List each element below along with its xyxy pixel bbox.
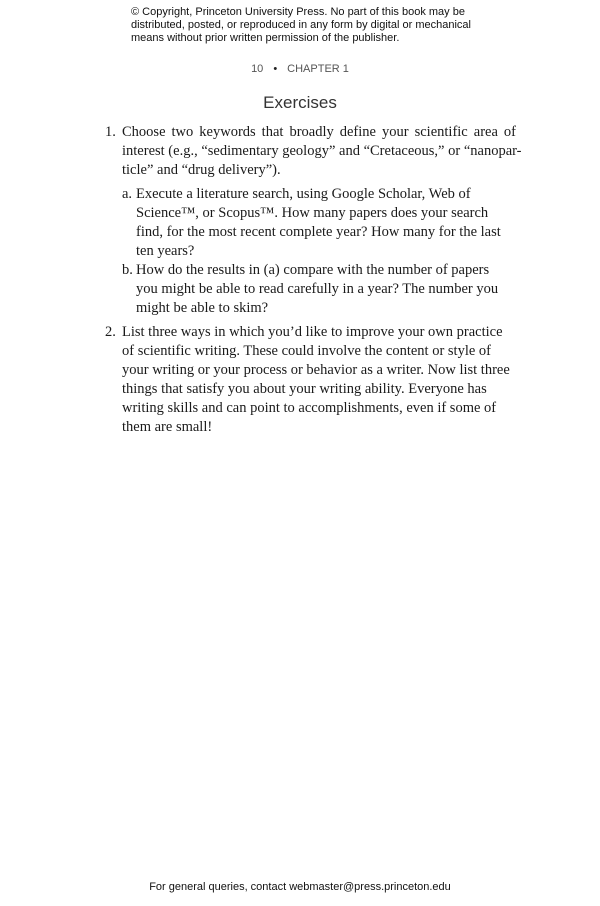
- copyright-line: © Copyright, Princeton University Press. No part of this book may be: [131, 6, 465, 18]
- exercise-number: 2.: [105, 324, 116, 340]
- exercise-number: 1.: [105, 124, 116, 140]
- running-head: [0, 63, 600, 75]
- bullet-separator: •: [273, 63, 278, 75]
- text-line: might be able to skim?: [136, 300, 269, 316]
- text-line: Choose two keywords that broadly define your scientific area of: [122, 124, 516, 140]
- text-line: Science™, or Scopus™. How many papers does your search: [136, 205, 489, 221]
- text-line: you might be able to read carefully in a year? The number you: [136, 281, 499, 297]
- subitem: [122, 185, 542, 261]
- text-line: things that satisfy you about your writing ability. Everyone has: [122, 381, 487, 397]
- text-line: ten years?: [136, 243, 195, 259]
- section-title: Exercises: [263, 93, 337, 112]
- subitem-label: b.: [122, 262, 133, 278]
- text-line: of scientific writing. These could involve the content or style of: [122, 343, 491, 359]
- text-line: find, for the most recent complete year? How many for the last: [136, 224, 501, 240]
- exercise-list: [105, 123, 585, 437]
- text-line: your writing or your process or behavior as a writer. Now list three: [122, 362, 510, 378]
- exercise-item: [105, 323, 585, 437]
- text-line: Execute a literature search, using Google Scholar, Web of: [136, 186, 471, 202]
- copyright-line: means without prior written permission of the publisher.: [131, 32, 400, 44]
- chapter-label: CHAPTER 1: [287, 63, 349, 75]
- exercise-item: [105, 123, 585, 318]
- text-line: them are small!: [122, 419, 213, 435]
- subitem: [122, 261, 542, 318]
- text-line: List three ways in which you’d like to improve your own practice: [122, 324, 503, 340]
- text-line: interest (e.g., “sedimentary geology” and “Cretaceous,” or “nanopar-: [122, 143, 522, 159]
- text-line: writing skills and can point to accomplishments, even if some of: [122, 400, 497, 416]
- page-number: 10: [251, 63, 264, 75]
- footer-contact: For general queries, contact webmaster@press.princeton.edu: [149, 881, 451, 893]
- text-line: ticle” and “drug delivery”).: [122, 162, 281, 178]
- subitem-label: a.: [122, 186, 133, 202]
- text-line: How do the results in (a) compare with the number of papers: [136, 262, 490, 278]
- copyright-line: distributed, posted, or reproduced in any form by digital or mechanical: [131, 19, 471, 31]
